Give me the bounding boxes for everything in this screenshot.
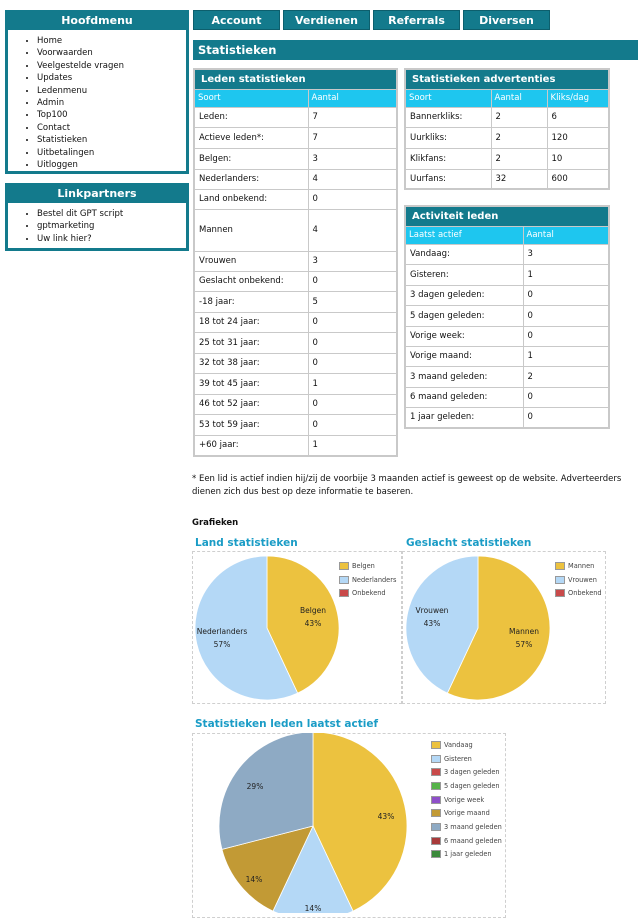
legend-swatch bbox=[431, 796, 441, 804]
slice-percent-label: 57% bbox=[515, 640, 533, 649]
legend-label: Mannen bbox=[568, 561, 595, 570]
legend-label: Onbekend bbox=[352, 589, 386, 598]
col-soort: Soort bbox=[405, 89, 491, 107]
row-value: 0 bbox=[308, 414, 397, 435]
active-member-note: * Een lid is actief indien hij/zij de voorbije 3 maanden actief is geweest op de website. Adverteerders dienen zich dus best op deze informatie te baseren. bbox=[192, 474, 622, 497]
legend-label: Vorige week bbox=[444, 795, 485, 804]
legend-swatch bbox=[339, 589, 349, 597]
table-row bbox=[194, 148, 397, 169]
table-row bbox=[405, 305, 609, 326]
row-label: 39 tot 45 jaar: bbox=[194, 373, 308, 394]
linkpartners-item[interactable]: • gptmarketing bbox=[37, 220, 186, 232]
slice-name-label: Vrouwen bbox=[415, 606, 449, 615]
main-menu-item[interactable]: • Ledenmenu bbox=[37, 85, 186, 97]
linkpartners-menu bbox=[5, 183, 189, 251]
table-row bbox=[194, 107, 397, 127]
row-label: Nederlanders: bbox=[194, 169, 308, 189]
legend-label: 6 maand geleden bbox=[444, 836, 502, 845]
leden-stats-caption: Leden statistieken bbox=[194, 69, 397, 89]
linkpartners-title: Linkpartners bbox=[8, 186, 186, 203]
row-value: 2 bbox=[491, 127, 547, 148]
slice-percent-label: 29% bbox=[246, 782, 264, 791]
linkpartners-list bbox=[8, 203, 186, 249]
row-value: 0 bbox=[523, 326, 609, 346]
legend-item bbox=[339, 586, 396, 600]
row-value: 1 bbox=[308, 373, 397, 394]
row-value: 0 bbox=[523, 387, 609, 407]
table-row bbox=[405, 366, 609, 387]
row-value: 7 bbox=[308, 107, 397, 127]
row-label: 1 jaar geleden: bbox=[405, 407, 523, 428]
row-label: 46 tot 52 jaar: bbox=[194, 394, 308, 414]
row-label: Leden: bbox=[194, 107, 308, 127]
legend-label: Gisteren bbox=[444, 754, 472, 763]
legend-swatch bbox=[555, 589, 565, 597]
main-menu bbox=[5, 10, 189, 174]
legend-item bbox=[339, 559, 396, 573]
row-label: Uurfans: bbox=[405, 169, 491, 189]
row-label: 32 tot 38 jaar: bbox=[194, 353, 308, 373]
advertenties-stats-table bbox=[404, 68, 610, 190]
row-value: 2 bbox=[491, 107, 547, 127]
legend-item bbox=[431, 779, 502, 793]
row-value: 0 bbox=[308, 312, 397, 332]
legend-label: Vrouwen bbox=[568, 575, 597, 584]
legend-label: Onbekend bbox=[568, 589, 602, 598]
legend-item bbox=[431, 738, 502, 752]
table-row bbox=[194, 353, 397, 373]
legend-item bbox=[431, 848, 502, 862]
row-label: 3 dagen geleden: bbox=[405, 285, 523, 305]
table-row bbox=[194, 127, 397, 148]
table-row bbox=[194, 332, 397, 353]
row-value: 120 bbox=[547, 127, 609, 148]
legend-item bbox=[431, 806, 502, 820]
chart-title-geslacht: Geslacht statistieken bbox=[406, 537, 532, 549]
legend-item bbox=[431, 765, 502, 779]
legend-swatch bbox=[431, 741, 441, 749]
row-label: Mannen bbox=[194, 209, 308, 251]
main-menu-item[interactable]: • Updates bbox=[37, 72, 186, 84]
chart-title-activiteit: Statistieken leden laatst actief bbox=[195, 718, 379, 730]
legend-label: Vorige maand bbox=[444, 809, 490, 818]
col-laatst-actief: Laatst actief bbox=[405, 226, 523, 244]
col-aantal: Aantal bbox=[308, 89, 397, 107]
slice-name-label: Mannen bbox=[509, 627, 539, 636]
legend-label: 5 dagen geleden bbox=[444, 781, 500, 790]
slice-percent-label: 57% bbox=[213, 640, 231, 649]
main-menu-item[interactable]: • Uitbetalingen bbox=[37, 147, 186, 159]
table-row bbox=[405, 407, 609, 428]
row-value: 7 bbox=[308, 127, 397, 148]
legend-swatch bbox=[339, 576, 349, 584]
table-row bbox=[194, 251, 397, 271]
legend-item bbox=[431, 834, 502, 848]
table-row bbox=[194, 271, 397, 291]
row-value: 2 bbox=[491, 148, 547, 169]
row-value: 3 bbox=[308, 251, 397, 271]
row-label: Geslacht onbekend: bbox=[194, 271, 308, 291]
col-aantal: Aantal bbox=[523, 226, 609, 244]
linkpartners-item[interactable]: • Bestel dit GPT script bbox=[37, 208, 186, 220]
legend-item bbox=[431, 752, 502, 766]
legend-label: Belgen bbox=[352, 561, 375, 570]
legend-swatch bbox=[431, 837, 441, 845]
row-value: 0 bbox=[308, 271, 397, 291]
table-row bbox=[405, 387, 609, 407]
leden-stats-table bbox=[193, 68, 398, 457]
main-menu-item[interactable]: • Uitloggen bbox=[37, 159, 186, 171]
row-value: 10 bbox=[547, 148, 609, 169]
table-row bbox=[194, 189, 397, 209]
table-row bbox=[405, 264, 609, 285]
row-label: 18 tot 24 jaar: bbox=[194, 312, 308, 332]
table-row bbox=[405, 169, 609, 189]
row-value: 1 bbox=[308, 435, 397, 456]
main-menu-item[interactable]: • Admin bbox=[37, 97, 186, 109]
table-row bbox=[405, 244, 609, 264]
legend-label: 3 dagen geleden bbox=[444, 768, 500, 777]
activiteit-caption: Activiteit leden bbox=[405, 206, 609, 226]
row-label: Vorige week: bbox=[405, 326, 523, 346]
col-aantal: Aantal bbox=[491, 89, 547, 107]
table-row bbox=[405, 148, 609, 169]
slice-percent-label: 14% bbox=[304, 904, 322, 913]
row-label: Vrouwen bbox=[194, 251, 308, 271]
legend-item bbox=[555, 586, 602, 600]
row-label: Actieve leden*: bbox=[194, 127, 308, 148]
row-value: 2 bbox=[523, 366, 609, 387]
table-row bbox=[405, 285, 609, 305]
row-value: 0 bbox=[308, 394, 397, 414]
slice-percent-label: 14% bbox=[245, 875, 263, 884]
legend-swatch bbox=[431, 755, 441, 763]
table-row bbox=[405, 127, 609, 148]
row-value: 6 bbox=[547, 107, 609, 127]
linkpartners-item[interactable]: • Uw link hier? bbox=[37, 233, 186, 245]
legend-swatch bbox=[555, 562, 565, 570]
table-row bbox=[194, 209, 397, 251]
row-value: 5 bbox=[308, 291, 397, 312]
row-label: Land onbekend: bbox=[194, 189, 308, 209]
section-title: Statistieken bbox=[193, 40, 638, 60]
row-value: 4 bbox=[308, 209, 397, 251]
main-menu-item[interactable]: • Top100 bbox=[37, 109, 186, 121]
row-value: 0 bbox=[308, 332, 397, 353]
legend-item bbox=[555, 559, 602, 573]
legend-activiteit bbox=[431, 738, 502, 861]
row-value: 3 bbox=[523, 244, 609, 264]
main-menu-item[interactable]: • Contact bbox=[37, 122, 186, 134]
legend-item bbox=[555, 573, 602, 587]
table-row bbox=[194, 435, 397, 456]
legend-swatch bbox=[431, 768, 441, 776]
table-row bbox=[194, 312, 397, 332]
main-menu-item[interactable]: • Veelgestelde vragen bbox=[37, 60, 186, 72]
legend-swatch bbox=[431, 850, 441, 858]
main-menu-item[interactable]: • Home bbox=[37, 35, 186, 47]
table-row bbox=[194, 394, 397, 414]
row-value: 4 bbox=[308, 169, 397, 189]
row-value: 0 bbox=[308, 353, 397, 373]
tab-verdienen[interactable]: Verdienen bbox=[283, 10, 370, 30]
main-menu-list bbox=[8, 30, 186, 175]
row-label: Klikfans: bbox=[405, 148, 491, 169]
legend-swatch bbox=[431, 823, 441, 831]
col-kliks-dag: Kliks/dag bbox=[547, 89, 609, 107]
col-soort: Soort bbox=[194, 89, 308, 107]
legend-swatch bbox=[555, 576, 565, 584]
row-label: Bannerkliks: bbox=[405, 107, 491, 127]
row-value: 0 bbox=[523, 285, 609, 305]
main-menu-title: Hoofdmenu bbox=[8, 13, 186, 30]
row-label: 5 dagen geleden: bbox=[405, 305, 523, 326]
row-label: +60 jaar: bbox=[194, 435, 308, 456]
tab-referrals[interactable]: Referrals bbox=[373, 10, 460, 30]
row-value: 3 bbox=[308, 148, 397, 169]
legend-item bbox=[431, 793, 502, 807]
main-menu-item[interactable]: • Voorwaarden bbox=[37, 47, 186, 59]
row-label: -18 jaar: bbox=[194, 291, 308, 312]
legend-swatch bbox=[431, 782, 441, 790]
row-value: 600 bbox=[547, 169, 609, 189]
tab-diversen[interactable]: Diversen bbox=[463, 10, 550, 30]
row-value: 0 bbox=[308, 189, 397, 209]
row-value: 32 bbox=[491, 169, 547, 189]
legend-label: Nederlanders bbox=[352, 575, 397, 584]
row-label: 3 maand geleden: bbox=[405, 366, 523, 387]
row-label: Gisteren: bbox=[405, 264, 523, 285]
row-value: 1 bbox=[523, 264, 609, 285]
main-menu-item[interactable]: • Statistieken bbox=[37, 134, 186, 146]
legend-item bbox=[339, 573, 396, 587]
table-row bbox=[194, 291, 397, 312]
row-value: 0 bbox=[523, 407, 609, 428]
legend-geslacht bbox=[555, 559, 602, 600]
row-label: 6 maand geleden: bbox=[405, 387, 523, 407]
legend-swatch bbox=[339, 562, 349, 570]
activiteit-table bbox=[404, 205, 610, 429]
row-label: Vorige maand: bbox=[405, 346, 523, 366]
row-label: Belgen: bbox=[194, 148, 308, 169]
grafieken-heading: Grafieken bbox=[192, 518, 239, 528]
slice-percent-label: 43% bbox=[304, 619, 322, 628]
table-row bbox=[194, 373, 397, 394]
table-row bbox=[405, 326, 609, 346]
row-label: 53 tot 59 jaar: bbox=[194, 414, 308, 435]
table-row bbox=[405, 346, 609, 366]
row-label: 25 tot 31 jaar: bbox=[194, 332, 308, 353]
legend-label: 3 maand geleden bbox=[444, 822, 502, 831]
row-value: 0 bbox=[523, 305, 609, 326]
advertenties-caption: Statistieken advertenties bbox=[405, 69, 609, 89]
table-row bbox=[194, 414, 397, 435]
row-label: Uurkliks: bbox=[405, 127, 491, 148]
table-row bbox=[405, 107, 609, 127]
slice-percent-label: 43% bbox=[377, 812, 395, 821]
row-value: 1 bbox=[523, 346, 609, 366]
legend-label: Vandaag bbox=[444, 740, 473, 749]
slice-name-label: Nederlanders bbox=[196, 627, 248, 636]
legend-item bbox=[431, 820, 502, 834]
tab-account[interactable]: Account bbox=[193, 10, 280, 30]
chart-title-land: Land statistieken bbox=[195, 537, 298, 549]
legend-swatch bbox=[431, 809, 441, 817]
slice-name-label: Belgen bbox=[300, 606, 326, 615]
slice-percent-label: 43% bbox=[423, 619, 441, 628]
table-row bbox=[194, 169, 397, 189]
legend-label: 1 jaar geleden bbox=[444, 850, 492, 859]
legend-land bbox=[339, 559, 396, 600]
row-label: Vandaag: bbox=[405, 244, 523, 264]
